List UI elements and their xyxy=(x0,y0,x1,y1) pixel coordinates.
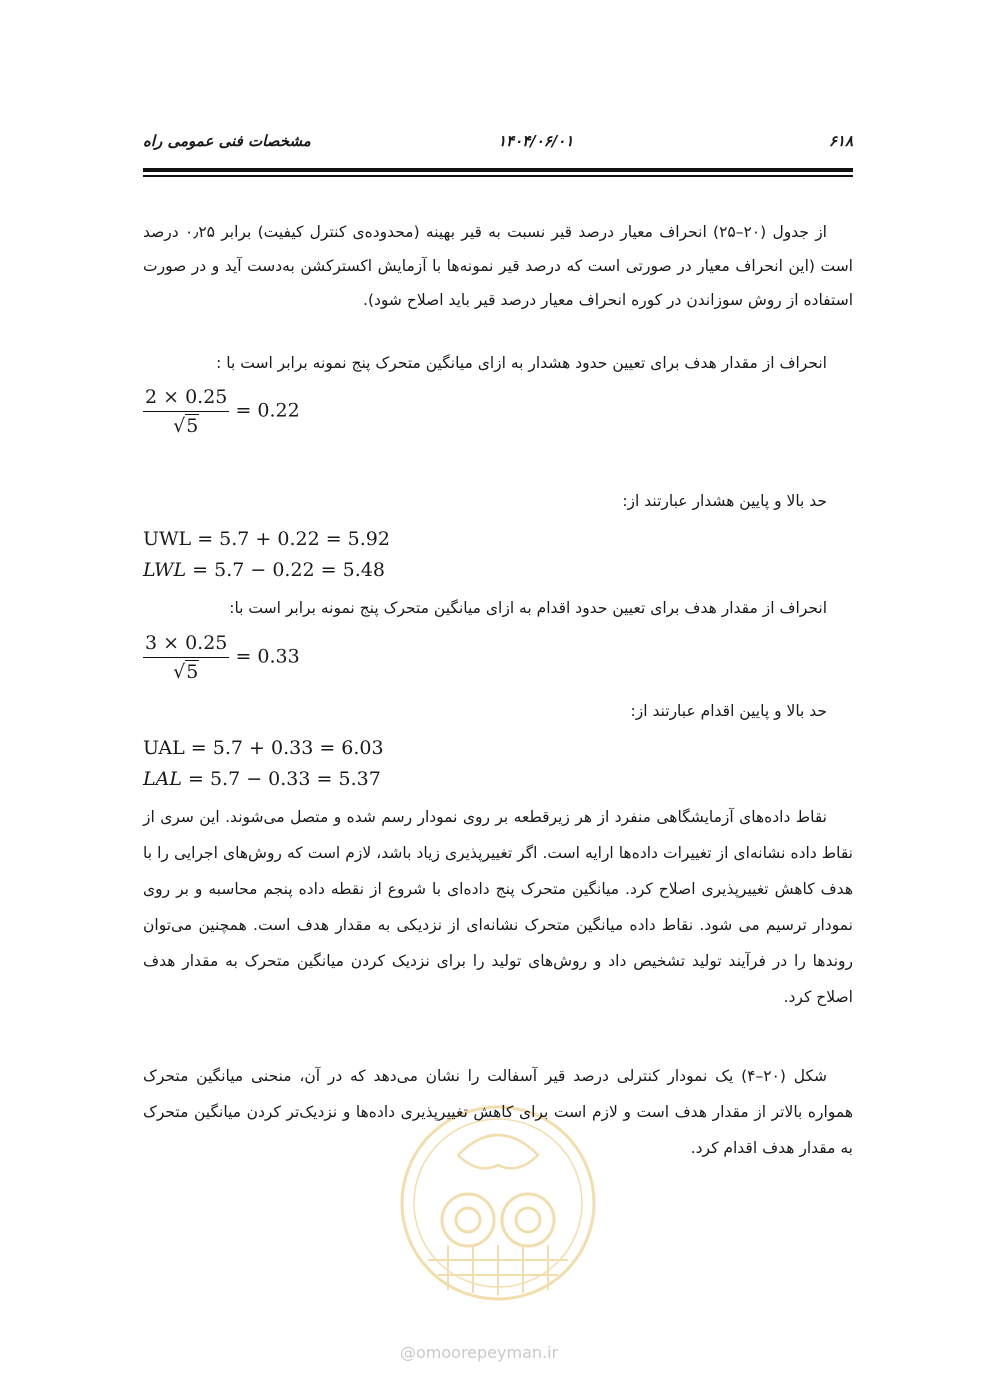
paragraph-3 xyxy=(143,484,853,518)
paragraph-6-text: نقاط داده‌های آزمایشگاهی منفرد از هر زیرقطعه بر روی نمودار رسم شده و متصل می‌شوند. این سری از نقاط داده نشانه‌ای از تغییرات داده‌ها ارایه است. اگر تغییرپذیری زیاد باشد، لازم است که روش‌های اجرایی را با هدف کاهش تغییرپذیری اصلاح کرد. میانگین متحرک پنج داده‌ای با شروع از نقطه داده پنجم محاسبه و بر روی نمودار ترسیم می شود. نقاط داده میانگین متحرک نشانه‌ای از نزدیکی به مقدار هدف است. همچنین می‌توان روندها را در فرآیند تولید تشخیص داد و روش‌های تولید را برای نزدیک کردن میانگین متحرک به مقدار هدف اصلاح کرد. xyxy=(143,808,853,1006)
header-date: ۱۴۰۴/۰۶/۰۱ xyxy=(498,132,574,150)
lal-label: LAL xyxy=(143,768,182,790)
formula-1-radicand: 5 xyxy=(186,415,199,437)
header-rule-thick xyxy=(143,168,853,172)
paragraph-2-text: انحراف از مقدار هدف برای تعیین حدود هشدار به ازای میانگین متحرک پنج نمونه برابر است با : xyxy=(216,354,827,372)
paragraph-1-text: از جدول (۲۰–۲۵) انحراف معیار درصد قیر نسبت به قیر بهینه (محدوده‌ی کنترل کیفیت) برابر ۰٫۲۵ درصد است (این انحراف معیار در صورتی است که درصد قیر نمونه‌ها با آزمایش اکسترکشن به‌دست آید و در صورت استفاده از روش سوزاندن در کوره انحراف معیار درصد قیر باید اصلاح شود). xyxy=(143,223,853,309)
formula-1-numerator: 2 × 0.25 xyxy=(143,386,229,412)
paragraph-7-text: شکل (۲۰–۴) یک نمودار کنترلی درصد قیر آسفالت را نشان می‌دهد که در آن، منحنی میانگین متحرک همواره بالاتر از مقدار هدف است و لازم است برای کاهش تغییرپذیری داده‌ها و نزدیک‌تر کردن میانگین متحرک به مقدار هدف اقدام کرد. xyxy=(143,1067,853,1157)
header-rule-thin xyxy=(143,175,853,177)
paragraph-5 xyxy=(143,694,853,728)
page-number: ۶۱۸ xyxy=(828,132,853,150)
formula-2-numerator: 3 × 0.25 xyxy=(143,632,229,658)
formula-warning-deviation: $\frac{2 \times 0.25}{√5}$ = 0.22 xyxy=(145,386,300,437)
paragraph-4-text: انحراف از مقدار هدف برای تعیین حدود اقدام به ازای میانگین متحرک پنج نمونه برابر است با: xyxy=(229,599,827,617)
paragraph-4 xyxy=(143,591,853,625)
formula-action-deviation: $\frac{3 \times 0.25}{√5}$ = 0.33 xyxy=(145,632,300,683)
lwl-label: LWL xyxy=(143,559,187,581)
lal-rest: = 5.7 − 0.33 = 5.37 xyxy=(181,768,381,790)
paragraph-1 xyxy=(143,215,853,317)
formula-2-radicand: 5 xyxy=(186,661,199,683)
lwl-rest: = 5.7 − 0.22 = 5.48 xyxy=(186,559,385,581)
paragraph-6 xyxy=(143,799,853,1015)
lal-equation xyxy=(143,768,381,790)
watermark-text: @omoorepeyman.ir xyxy=(400,1343,559,1362)
ual-equation: UAL = 5.7 + 0.33 = 6.03 xyxy=(143,737,384,759)
uwl-equation: UWL = 5.7 + 0.22 = 5.92 xyxy=(143,528,390,550)
paragraph-7 xyxy=(143,1058,853,1166)
formula-1-result: = 0.22 xyxy=(235,399,300,422)
formula-2-result: = 0.33 xyxy=(235,645,300,668)
paragraph-5-text: حد بالا و پایین اقدام عبارتند از: xyxy=(630,702,827,720)
paragraph-3-text: حد بالا و پایین هشدار عبارتند از: xyxy=(622,492,827,510)
paragraph-2 xyxy=(143,346,853,380)
book-title: مشخصات فنی عمومی راه xyxy=(143,132,311,150)
lwl-equation xyxy=(143,559,385,581)
